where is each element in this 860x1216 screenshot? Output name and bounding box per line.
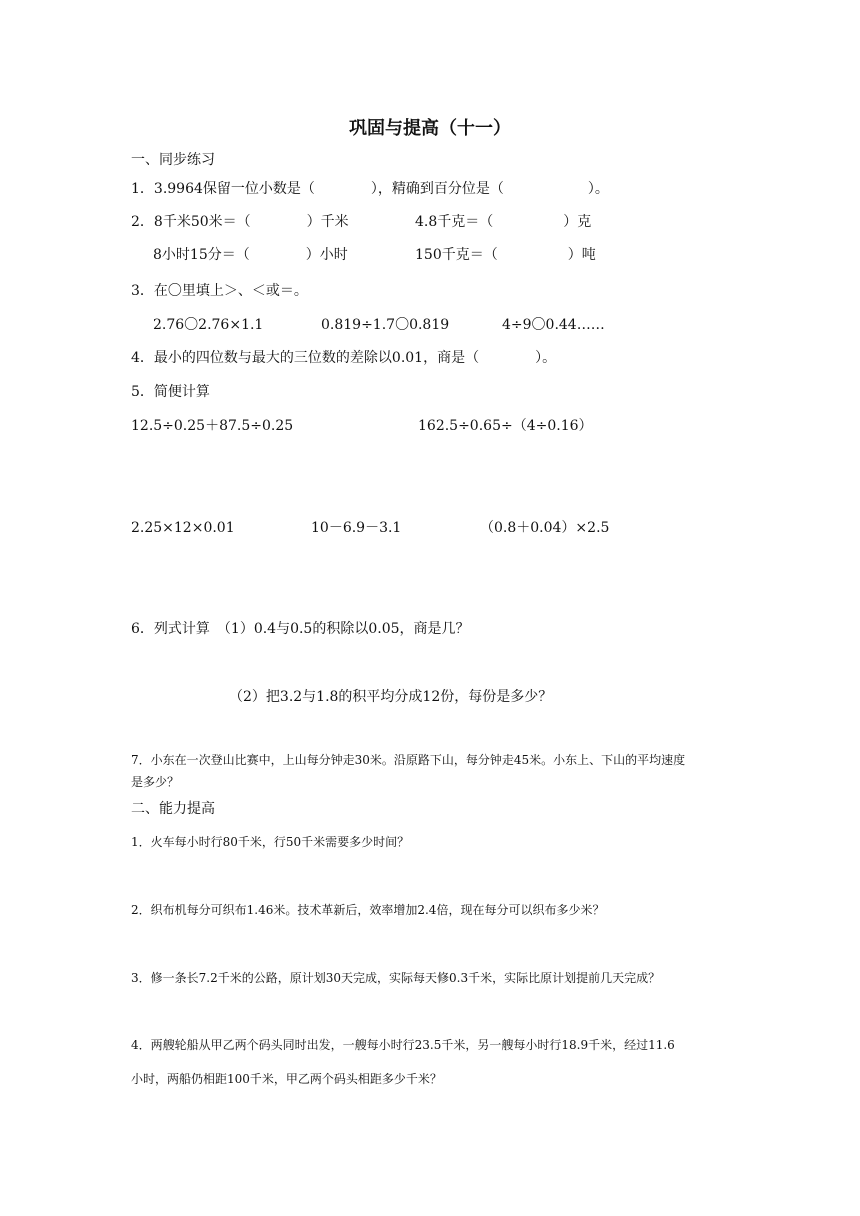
- question-3-item-c: 4÷9〇0.44……: [502, 317, 605, 333]
- question-2-part-c: 8小时15分＝（ ）小时: [153, 247, 348, 263]
- question-5-item-e: （0.8＋0.04）×2.5: [480, 520, 610, 536]
- improvement-question-3: 3．修一条长7.2千米的公路，原计划30天完成，实际每天修0.3千米，实际比原计划提前几天完成？: [131, 971, 661, 985]
- question-6: 6．列式计算 （1）0.4与0.5的积除以0.05，商是几？: [131, 621, 470, 637]
- question-7-line-1: 7．小东在一次登山比赛中，上山每分钟走30米。沿原路下山，每分钟走45米。小东上、下山的平均速度: [131, 753, 686, 767]
- question-4: 4．最小的四位数与最大的三位数的差除以0.01，商是（ ）。: [131, 350, 557, 366]
- question-5-item-b: 162.5÷0.65÷（4÷0.16）: [418, 418, 593, 434]
- question-6-part-2: （2）把3.2与1.8的积平均分成12份，每份是多少？: [229, 689, 553, 705]
- question-1: 1．3.9964保留一位小数是（ ），精确到百分位是（ ）。: [131, 181, 609, 197]
- question-2-part-b: 4.8千克＝（ ）克: [415, 214, 592, 230]
- question-5-item-d: 10－6.9－3.1: [311, 520, 402, 536]
- question-7-line-2: 是多少？: [131, 775, 180, 789]
- question-3-item-b: 0.819÷1.7〇0.819: [321, 317, 450, 333]
- question-5-item-a: 12.5÷0.25＋87.5÷0.25: [131, 418, 294, 434]
- section-heading-improvement: 二、能力提高: [131, 801, 215, 817]
- question-2-part-d: 150千克＝（ ）吨: [415, 247, 596, 263]
- question-5: 5．简便计算: [131, 384, 210, 400]
- question-2-part-a: 2．8千米50米＝（ ）千米: [131, 214, 349, 230]
- question-5-item-c: 2.25×12×0.01: [131, 520, 235, 536]
- improvement-question-1: 1．火车每小时行80千米，行50千米需要多少时间？: [131, 835, 410, 849]
- improvement-question-4-line-2: 小时，两船仍相距100千米，甲乙两个码头相距多少千米？: [131, 1072, 442, 1086]
- question-3-item-a: 2.76〇2.76×1.1: [153, 317, 264, 333]
- question-3: 3．在〇里填上＞、＜或＝。: [131, 283, 308, 299]
- page-title: 巩固与提高（十一）: [349, 118, 511, 139]
- section-heading-practice: 一、同步练习: [131, 152, 215, 168]
- improvement-question-2: 2．织布机每分可织布1.46米。技术革新后，效率增加2.4倍，现在每分可以织布多少米？: [131, 903, 605, 917]
- improvement-question-4-line-1: 4．两艘轮船从甲乙两个码头同时出发，一艘每小时行23.5千米，另一艘每小时行18.9千米，经过11.6: [131, 1038, 675, 1052]
